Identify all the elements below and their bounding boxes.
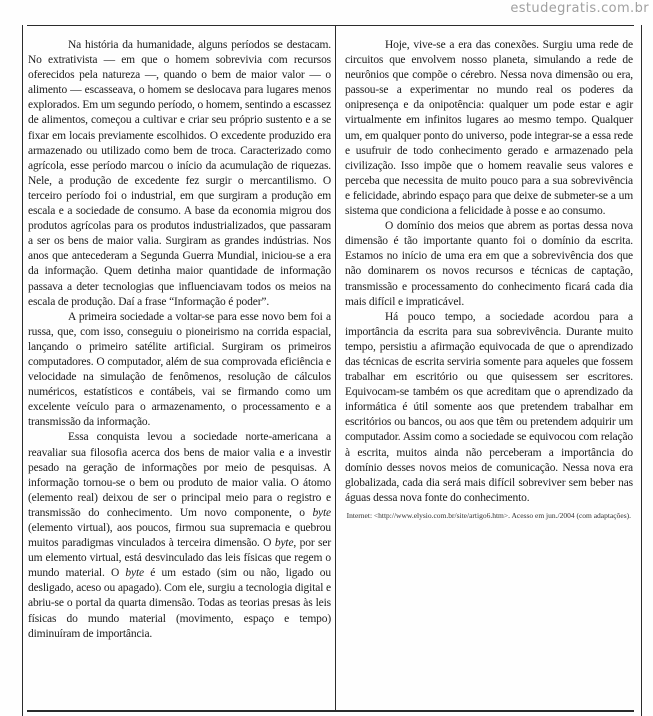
column-divider-rule (335, 25, 336, 711)
source-citation: Internet: <http://www.elysio.com.br/site/artigo6.htm>. Acesso em jun./2004 (com adaptações). (346, 510, 631, 520)
paragraph: Essa conquista levou a sociedade norte-americana a reavaliar sua filosofia acerca dos bens de maior valia e a investir pesado na geração de informações por meio de pesquisas. A informação tornou-se o bem ou produto de maior valia. O átomo (elemento real) deixou de ser o principal meio para o registro e transmissão do conhecimento. Um novo componente, o byte (elemento virtual), aos poucos, firmou sua supremacia e quebrou muitos paradigmas vinculados à terceira dimensão. O byte, por ser um elemento virtual, está desvinculado das leis físicas que regem o mundo material. O byte é um estado (sim ou não, ligado ou desligado, aceso ou apagado). Com ele, surgiu a tecnologia digital e abriu-se o portal da quarta dimensão. Todas as teorias presas às leis físicas do mundo material (movimento, espaço e tempo) diminuíram de importância. (28, 431, 332, 640)
paragraph: Há pouco tempo, a sociedade acordou para a importância da escrita para sua sobrevivência. Durante muito tempo, persistiu a afirmação equivocada de que o aprendizado das técnicas de escrita serviria somente para aqueles que fossem trabalhar em escritório ou que quisessem ser escritores. Equivocam-se também os que acreditam que o aprendizado da informática é útil somente aos que pretendem trabalhar em escritórios ou bancos, ou aos que têm ou pretendem adquirir um computador. Assim como a sociedade se equivocou com relação à escrita, muitos ainda não perceberam a importância do domínio desses novos meios de comunicação. Nessa nova era globalizada, cada dia será mais difícil sobreviver sem beber nas águas dessa nova fonte do conhecimento. (345, 310, 633, 504)
left-border-rule (22, 25, 23, 716)
column-left (28, 38, 331, 642)
paragraph: Hoje, vive-se a era das conexões. Surgiu uma rede de circuitos que envolvem nosso planeta, simulando a rede de neurônios que compõe o cérebro. Nessa nova dimensão ou era, passou-se a experimentar no mundo real os poderes da onipresença e da onipotência: qualquer um pode estar e agir virtualmente em infinitos lugares ao mesmo tempo. Qualquer um, em qualquer ponto do universo, pode integrar-se a essa rede e usufruir de todo conhecimento gerado e armazenado pela civilização. Isso impõe que o homem reavalie seus valores e perceba que necessita de muito pouco para a sua sobrevivência e felicidade, abrindo espaço para que deixe de submeter-se a um sistema que condiciona a felicidade à posse e ao consumo. (345, 39, 633, 218)
paragraph: Na história da humanidade, alguns períodos se destacam. No extrativista — em que o homem sobrevivia com recursos oferecidos pela natureza —, quando o bem de maior valor — o alimento — escasseava, o homem se deslocava para lugares menos explorados. Em um segundo período, o homem, sentindo a escassez de alimentos, começou a cultivar e criar seu próprio sustento e a se fixar em locais previamente escolhidos. O excedente produzido era armazenado ou utilizado como bem de troca. Caracterizado como agrícola, esse período marcou o início da acumulação de riquezas. Nele, a produção de excedente fez surgir o mercantilismo. O terceiro período foi o industrial, em que surgiram a produção em escala e a sociedade de consumo. A base da economia migrou dos produtos agrícolas para os produtos industrializados, que passaram a ser os bens de maior valia. Surgiram as grandes indústrias. Nos anos que antecederam a Segunda Guerra Mundial, iniciou-se a era da informação. Quem detinha maior quantidade de informação passava a deter tecnologias que influenciavam todos os meios na escala de produção. Daí a frase “Informação é poder”. (28, 39, 331, 308)
column-left-paragraphs (28, 38, 331, 642)
column-right (345, 38, 633, 521)
paragraph: O domínio dos meios que abrem as portas dessa nova dimensão é tão importante quanto foi o domínio da escrita. Estamos no início de uma era em que a sobrevivência dos que não dominarem os novos recursos e técnicas de captação, transmissão e processamento do conhecimento ficará cada dia mais difícil e impraticável. (345, 220, 633, 308)
top-rule (27, 25, 634, 26)
column-right-paragraphs (345, 38, 633, 506)
bottom-rule (27, 710, 634, 712)
paragraph: A primeira sociedade a voltar-se para esse novo bem foi a russa, que, com isso, conseguiu o pioneirismo na corrida espacial, lançando o primeiro satélite artificial. Surgiram os primeiros computadores. O computador, além de sua comprovada eficiência e velocidade na simulação de fenômenos, resolução de cálculos numéricos, estatísticos e contábeis, vai se firmando como um excelente veículo para o armazenamento, o processamento e a transmissão da informação. (28, 310, 331, 429)
right-border-rule (641, 25, 642, 716)
watermark-text: estudegratis.com.br (510, 1, 649, 16)
